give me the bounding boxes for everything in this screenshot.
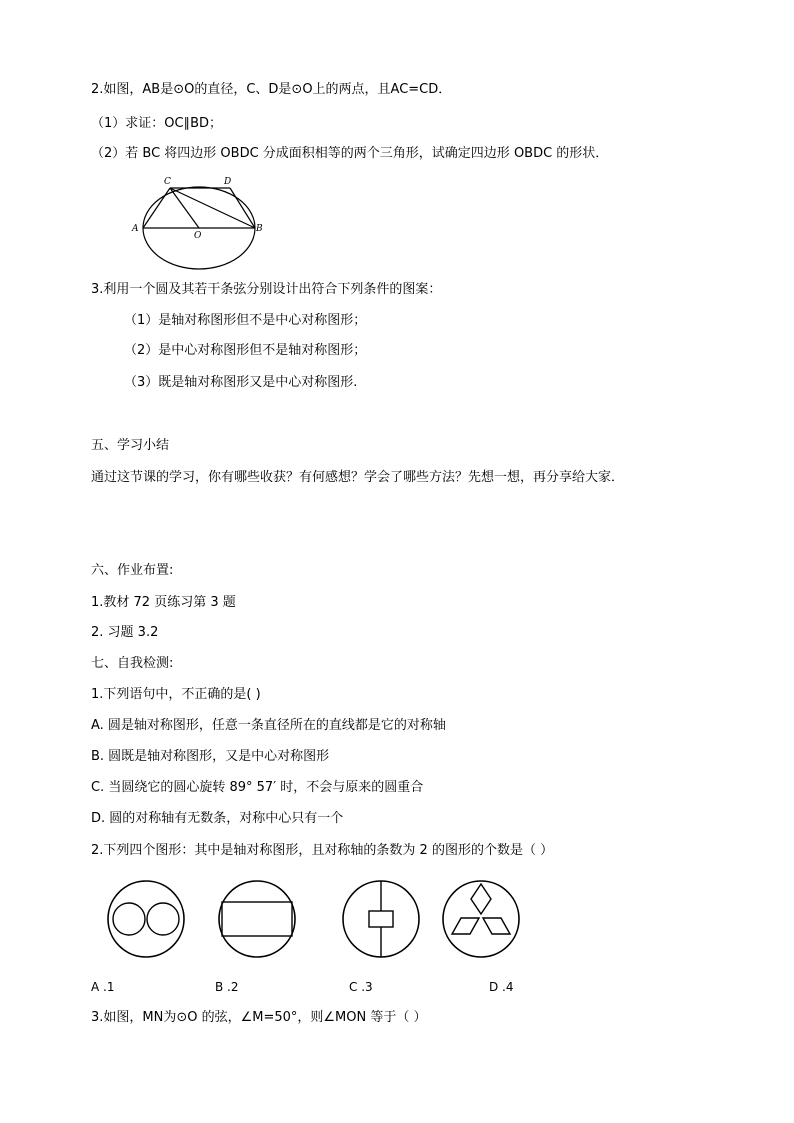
circle-quadrilateral-figure xyxy=(128,172,273,272)
test-question-1-option-d: D. 圆的对称轴有无数条，对称中心只有一个 xyxy=(91,811,344,826)
figure-rectangle-in-circle xyxy=(216,878,298,960)
homework-item-1: 1.教材 72 页练习第 3 题 xyxy=(91,595,236,610)
section-5-text: 通过这节课的学习，你有哪些收获？有何感想？学会了哪些方法？先想一想，再分享给大家． xyxy=(91,470,625,485)
test-question-1-option-a: A. 圆是轴对称图形，任意一条直径所在的直线都是它的对称轴 xyxy=(91,718,446,733)
label-a: A xyxy=(132,224,139,234)
question-2-part-1: （1）求证：OC∥BD； xyxy=(91,116,223,131)
question-3-part-3: （3）既是轴对称图形又是中心对称图形. xyxy=(124,375,358,390)
chord-ac xyxy=(143,188,170,228)
section-7-title: 七、自我检测: xyxy=(91,656,174,671)
question-3-part-1: （1）是轴对称图形但不是中心对称图形； xyxy=(124,313,367,328)
label-b: B xyxy=(256,224,263,234)
test-question-2: 2.下列四个图形：其中是轴对称图形，且对称轴的条数为 2 的图形的个数是（ ） xyxy=(91,843,554,858)
label-o: O xyxy=(194,231,202,241)
label-c: C xyxy=(164,177,171,187)
question-2-part-2: （2）若 BC 将四边形 OBDC 分成面积相等的两个三角形，试确定四边形 OBDC 的形状． xyxy=(91,146,609,161)
figure-three-rhombuses xyxy=(440,878,522,960)
question-3-text: 3.利用一个圆及其若干条弦分别设计出符合下列条件的图案： xyxy=(91,282,442,297)
choice-a: A .1 xyxy=(91,980,115,994)
question-2-text: 2.如图，AB是⊙O的直径，C、D是⊙O上的两点，且AC=CD． xyxy=(91,82,452,97)
label-d: D xyxy=(224,177,232,187)
section-5-title: 五、学习小结 xyxy=(91,438,170,453)
choice-d: D .4 xyxy=(489,980,514,994)
question-3-part-2: （2）是中心对称图形但不是轴对称图形； xyxy=(124,343,367,358)
test-question-1-option-b: B. 圆既是轴对称图形，又是中心对称图形 xyxy=(91,749,330,764)
figure-square-with-segments xyxy=(340,878,422,960)
segment-oc xyxy=(170,188,199,228)
choice-c: C .3 xyxy=(349,980,373,994)
test-question-3: 3.如图，MN为⊙O 的弦，∠M=50°，则∠MON 等于（ ） xyxy=(91,1010,427,1025)
section-6-title: 六、作业布置: xyxy=(91,563,174,578)
homework-item-2: 2. 习题 3.2 xyxy=(91,625,159,640)
test-question-1: 1.下列语句中，不正确的是( ) xyxy=(91,687,261,702)
figure-two-circles xyxy=(105,878,187,960)
choice-b: B .2 xyxy=(215,980,239,994)
test-question-1-option-c: C. 当圆绕它的圆心旋转 89° 57′ 时，不会与原来的圆重合 xyxy=(91,780,424,795)
